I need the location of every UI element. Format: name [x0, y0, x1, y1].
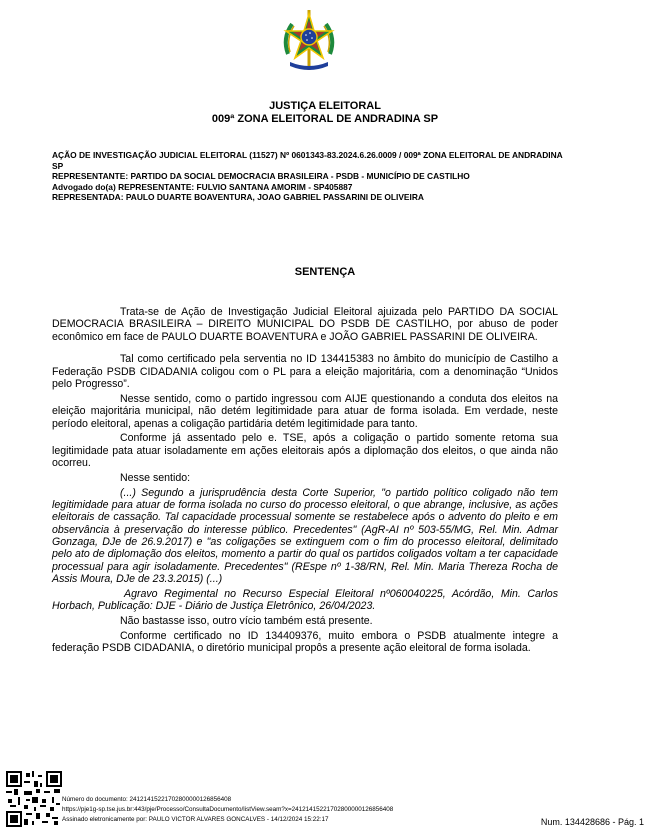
brazil-coat-of-arms-icon: [276, 8, 342, 74]
case-representada: REPRESENTADA: PAULO DUARTE BOAVENTURA, JOAO GABRIEL PASSARINI DE OLIVEIRA: [52, 192, 424, 202]
case-action: AÇÃO DE INVESTIGAÇÃO JUDICIAL ELEITORAL (11527) Nº 0601343-83.2024.6.26.0009 / 009ª ZONA ELEITORAL DE ANDRADINA SP: [52, 150, 563, 171]
document-number: Número do documento: 24121415221702800000126856408: [62, 796, 232, 803]
document-body: [52, 306, 558, 657]
signature-line: Assinado eletronicamente por: PAULO VICTOR ALVARES GONCALVES - 14/12/2024 15:22:17: [62, 816, 329, 823]
document-title: SENTENÇA: [294, 266, 356, 278]
page-number: Num. 134428686 - Pág. 1: [540, 817, 644, 827]
case-header: [52, 150, 572, 203]
paragraph-6: Não bastasse isso, outro vício também está presente.: [120, 614, 373, 627]
court-name: JUSTIÇA ELEITORAL: [269, 100, 381, 112]
document-url[interactable]: https://pje1g-sp.tse.jus.br:443/pje/Processo/ConsultaDocumento/listView.seam?x=24121415221702800000126856408: [62, 806, 394, 813]
paragraph-7: Conforme certificado no ID 134409376, muito embora o PSDB atualmente integre a federação PSDB CIDADANIA, o diretório municipal propôs a presente ação eleitoral de forma isolada.: [52, 629, 558, 655]
paragraph-4: Conforme já assentado pelo e. TSE, após a coligação o partido somente retoma sua legitimidade pata atuar isoladamente em ações eleitorais após a diplomação dos eleitos, o que ainda não ocorreu.: [52, 432, 558, 470]
paragraph-1: Trata-se de Ação de Investigação Judicial Eleitoral ajuizada pelo PARTIDO DA SOCIAL DEMOCRACIA BRASILEIRA – DIREITO MUNICIPAL DO PSDB DE CASTILHO, por abuso de poder econômico em face de PAULO DUARTE BOAVENTURA e JOÃO GABRIEL PASSARINI DE OLIVEIRA.: [52, 306, 558, 343]
jurisprudence-quote: (...) Segundo a jurisprudência desta Corte Superior, "o partido político coligado não tem legitimidade para atuar de forma isolada no curso do processo eleitoral, o que abrange, inclusive, as ações eleitorais de cassação. Tal capacidade processual somente se restabelece após o advento do pleito e em observância à preservação do interesse público. Precedentes" (AgR-AI nº 503-55/MG, Rel. Min. Admar Gonzaga, DJe de 26.9.2017) e "as coligações se extinguem com o fim do processo eleitoral, delimitado pelo ato de diplomação dos eleitos, momento a partir do qual os partidos coligados voltam a ter capacidade processual para agir isoladamente. Precedentes" (REspe nº 1-38/RN, Rel. Min. Maria Thereza Rocha de Assis Moura, DJe de 23.3.2015) (...): [52, 486, 558, 585]
paragraph-2: Tal como certificado pela serventia no ID 134415383 no âmbito do município de Castilho a Federação PSDB CIDADANIA coligou com o PL para a eleição majoritária, com a denominação “Unidos pelo Progresso”.: [52, 353, 558, 391]
electoral-zone: 009ª ZONA ELEITORAL DE ANDRADINA SP: [211, 113, 439, 125]
paragraph-5: Nesse sentido:: [120, 471, 191, 484]
jurisprudence-citation: Agravo Regimental no Recurso Especial Eleitoral nº060040225, Acórdão, Min. Carlos Horbach, Publicação: DJE - Diário de Justiça Eletrônico, 26/04/2023.: [52, 587, 558, 613]
case-representante: REPRESENTANTE: PARTIDO DA SOCIAL DEMOCRACIA BRASILEIRA - PSDB - MUNICÍPIO DE CASTILHO: [52, 171, 470, 181]
qr-code-icon: [6, 771, 62, 827]
paragraph-3: Nesse sentido, como o partido ingressou com AIJE questionando a conduta dos eleitos na eleição majoritária municipal, não detém legitimidade para atuar de forma isolada. Em verdade, neste período eleitoral, apenas a coligação partidária detém legitimidade para tanto.: [52, 392, 558, 430]
signature-footer: [62, 795, 393, 825]
case-advogado: Advogado do(a) REPRESENTANTE: FULVIO SANTANA AMORIM - SP405887: [52, 181, 353, 192]
